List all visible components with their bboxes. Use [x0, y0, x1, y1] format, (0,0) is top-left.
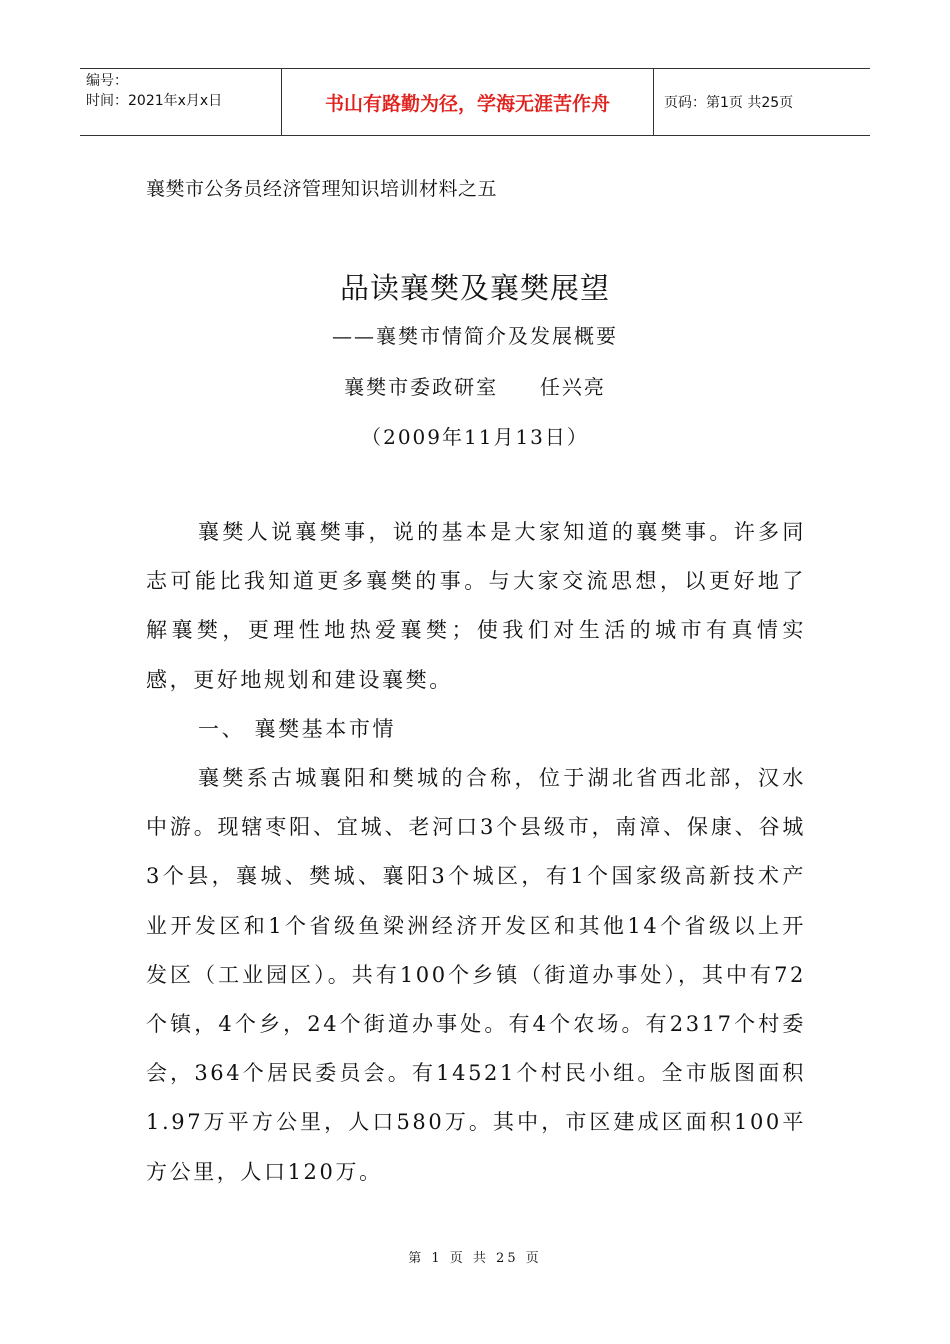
number-label: 编号：	[86, 73, 128, 89]
header-motto: 书山有路勤为径，学海无涯苦作舟	[282, 69, 654, 135]
doc-author: 襄樊市委政研室 任兴亮	[344, 375, 606, 399]
time-label: 时间：2021年x月x日	[86, 93, 223, 109]
section-heading: 一、 襄樊基本市情	[198, 716, 397, 741]
doc-title: 品读襄樊及襄樊展望	[339, 271, 610, 305]
paragraph-basic-info: 襄樊系古城襄阳和樊城的合称，位于湖北省西北部，汉水中游。现辖枣阳、宜城、老河口3个县级市，南漳、保康、谷城3个县，襄城、樊城、襄阳3个城区，有1个国家级高新技术产业开发区和1个省级鱼梁洲经济开发区和其他14个省级以上开发区（工业园区）。共有100个乡镇（街道办事处），其中有72个镇，4个乡，24个街道办事处。有4个农场。有2317个村委会，364个居民委员会。有14521个村民小组。全市版图面积1.97万平方公里，人口580万。其中，市区建成区面积100平方公里，人口120万。	[146, 766, 806, 1184]
page-footer: 第 1 页 共 25 页	[408, 1251, 542, 1266]
series-title: 襄樊市公务员经济管理知识培训材料之五	[146, 178, 498, 200]
doc-subtitle: ——襄樊市情简介及发展概要	[332, 324, 618, 348]
page-header	[80, 68, 870, 136]
header-page-info: 页码：第1页 共25页	[664, 95, 794, 111]
body-text	[146, 508, 806, 1197]
doc-date: （2009年11月13日）	[361, 425, 589, 449]
header-meta	[80, 69, 282, 135]
paragraph-intro: 襄樊人说襄樊事，说的基本是大家知道的襄樊事。许多同志可能比我知道更多襄樊的事。与大家交流思想，以更好地了解襄樊，更理性地热爱襄樊；使我们对生活的城市有真情实感，更好地规划和建设襄樊。	[146, 520, 806, 692]
